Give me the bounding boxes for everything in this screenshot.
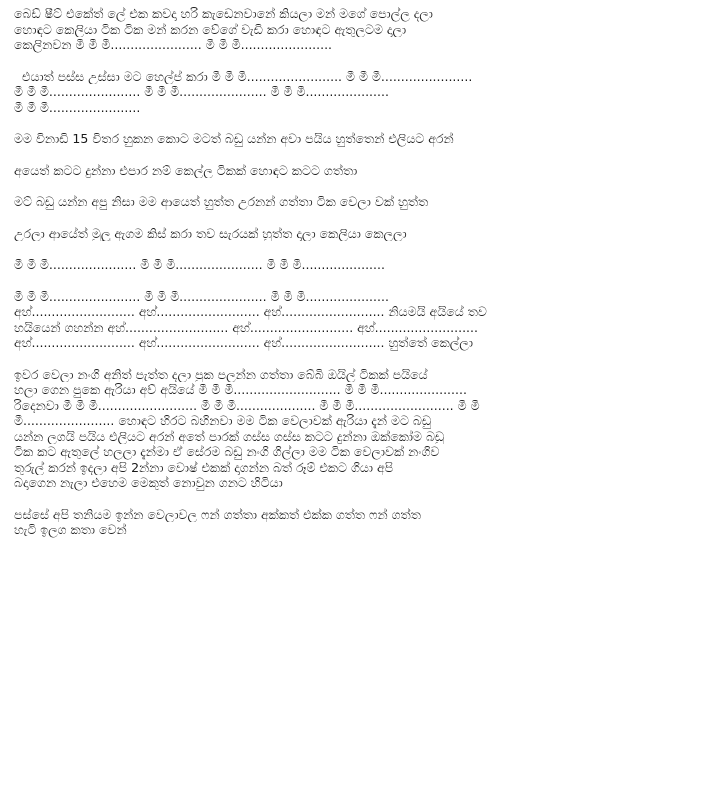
paragraph-5	[14, 194, 702, 210]
paragraph-2	[14, 69, 702, 116]
paragraph-6	[14, 226, 702, 242]
text-line: හයියෙන් ගහන්න අහ්.......................... අහ්.......................... අහ්..........................	[14, 319, 478, 335]
text-line: මම විනාඩි 15 විතර හුකන කොට මටත් බඩු යන්න අවා පයිය හුත්තෙන් එලියට අරන්	[14, 131, 454, 146]
text-line: අහ්.......................... අහ්.......................... අහ්.......................... හුත්තේ කෙල්ලා	[14, 335, 473, 350]
text-line: මී මී මී....................... මී මී මී...................... මී මී මී.....................	[14, 84, 389, 99]
text-line: අයෙත් කටට දුන්නා එපාර නම් කෙල්ල ටිකක් හොඳට කටට ගත්තා	[14, 162, 358, 178]
text-line: අහ්.......................... අහ්.......................... අහ්.......................... නියමයි අයියේ තව	[14, 304, 487, 319]
text-line: මී මී මී.......................	[14, 99, 141, 115]
text-line: මී....................... හොඳට හිරට බහිනවා මම ටික වෙලාවක් ඇරියා දැන් මට බඩු	[14, 413, 432, 428]
text-line: මී මී මී....................... මී මී මී...................... මී මී මී.....................	[14, 288, 389, 304]
text-line: හලා ගෙන පුකෙ ඇරියා අව් අයියේ මී මී මී........................... මී මී මී......................	[14, 382, 467, 397]
text-line: මී මී මී...................... මී මී මී...................... මී මී මී.....................	[14, 257, 385, 272]
text-line: කෙලිනවන මී මී මී....................... මී මී මී.......................	[14, 37, 333, 52]
text-line: ටික කට ඇතුලේ හලලා දැන්මා ඒ සේරම බඩු නංගි ගිල්ලා මම ටික වෙලාවක් නංගිව	[14, 444, 440, 459]
text-line: උරලා ආයේත් මුලු ඇගම කිස් කරා තව සැරයක් හුත්ත දාලා කෙලියා කෙලලා	[14, 225, 407, 241]
text-line: යන්න ලගයි පයිය එලියට අරන් අතේ පාරක් ගස්ස ගස්ස කටට දුන්නා ඔක්කෝම බඩු	[14, 428, 445, 444]
text-line: ඉවර වෙලා නංගි අනිත් පැත්ත දලා පුක පලන්න ගත්තා බේබි ඔයිල් ටිකක් පයියේ	[14, 366, 428, 382]
text-line: තුරුල් කරන් ඉදලා අපි 2න්නා වොෂ් එකක් දාගන්න බත් රූම් එකට ගියා අපි	[14, 459, 394, 475]
paragraph-4	[14, 163, 702, 179]
text-line: බදාගෙන නැලා එහෙම මෙකුත් නොවුන ගනට හිටියා	[14, 475, 283, 490]
text-line: හැටි ඉලග කතා වෙන්	[14, 522, 127, 537]
text-line: බෙඩ් ෂීට් එකේත් ලේ එක කවදා හරි කැඩෙනවානේ කියලා මන් මගේ පොල්ල දලා	[14, 6, 433, 21]
paragraph-1	[14, 6, 702, 53]
text-line: හොඳට කෙලියා ටික ටික මන් කරන වේගේ වැඩි කරා හොඳට ඇතුලටම දාලා	[14, 21, 407, 37]
paragraph-10	[14, 507, 702, 538]
paragraph-3	[14, 131, 702, 147]
paragraph-8	[14, 289, 702, 351]
text-line: රිදෙනවා මී මී මී......................... මී මී මී.................... මී මී මී......................... මී මී	[14, 397, 480, 413]
text-line: මට් බඩු යන්න අපු නිසා මම ආයෙත් හුත්ත උරනන් ගත්තා ටික වෙලා වක් හුත්ත	[14, 194, 429, 209]
text-line: එයාත් පස්ස උස්සා මට හෙල්ප් කරා මී මී මී........................ මී මී මී.......................	[22, 68, 473, 84]
paragraph-7	[14, 257, 702, 273]
paragraph-9	[14, 367, 702, 491]
text-line: පස්සේ අපි තනියම ඉන්න වෙලාවල ෆන් ගත්තා අක්කත් එක්ක ගත්ත ෆන් ගත්ත	[14, 506, 421, 522]
